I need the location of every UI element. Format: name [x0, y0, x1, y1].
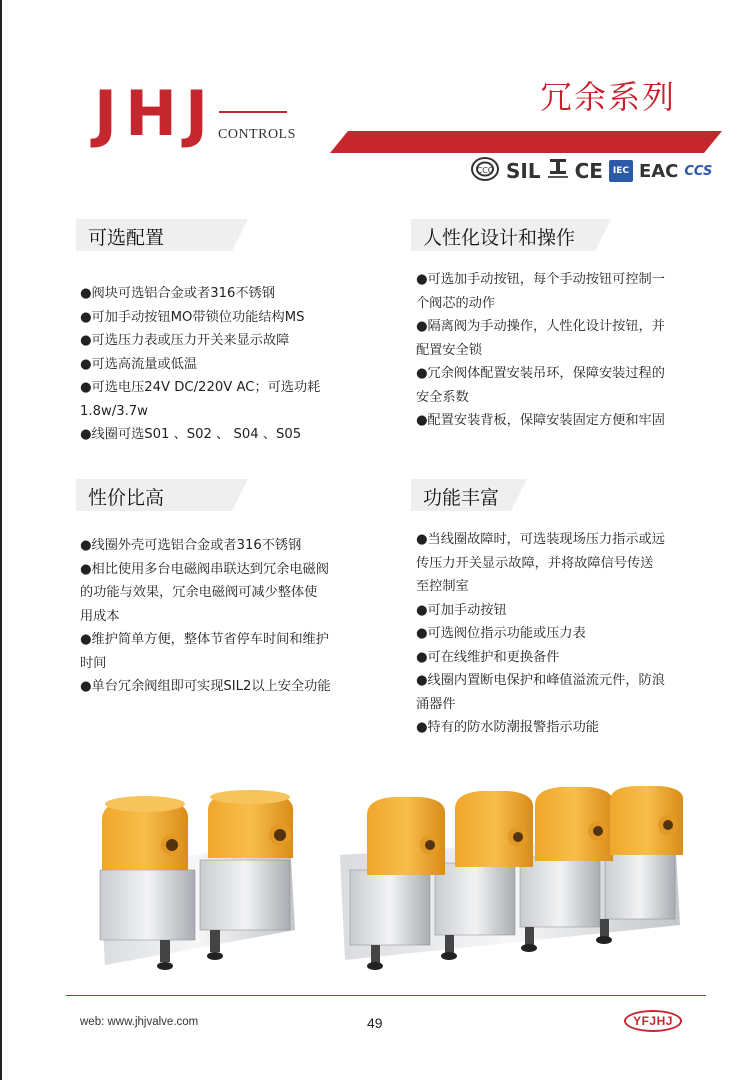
section-title: 人性化设计和操作 — [423, 227, 576, 249]
footer-brand-badge: YFJHJ — [624, 1010, 682, 1032]
list-item: 的功能与效果，冗余电磁阀可减少整体使 — [80, 585, 318, 600]
ccs-cert-label: CCS — [684, 163, 713, 179]
svg-text:CCC: CCC — [476, 166, 494, 175]
list-item: ●可选高流量或低温 — [80, 356, 198, 372]
section-title: 性价比高 — [88, 487, 165, 509]
list-item: 配置安全锁 — [416, 342, 482, 358]
section-header-cost-performance — [76, 479, 248, 511]
list-item: 用成本 — [80, 608, 120, 624]
tuv-cert-icon — [547, 157, 569, 185]
page-number: 49 — [367, 1015, 383, 1031]
jhj-logo — [94, 77, 296, 154]
list-item: ●可加手动按钮MO带锁位功能结构MS — [80, 309, 305, 325]
header-red-bar — [330, 131, 722, 153]
list-item: ●当线圈故障时，可选装现场压力指示或远 — [416, 532, 665, 547]
sil-cert-label: SIL — [506, 159, 541, 183]
list-item: 传压力开关显示故障，并将故障信号传送 — [416, 555, 654, 571]
list-item: ●可选加手动按钮，每个手动按钮可控制一 — [416, 272, 665, 287]
page-edge-line — [0, 0, 2, 1080]
humanized-list — [416, 268, 716, 433]
section-header-humanized — [411, 219, 611, 251]
section-header-optional-config — [76, 219, 248, 251]
list-item: 个阀芯的动作 — [416, 295, 496, 311]
list-item: 安全系数 — [416, 389, 469, 405]
certification-logos — [470, 157, 712, 185]
list-item: ●可选电压24V DC/220V AC；可选功耗 — [80, 380, 321, 395]
list-item: ●配置安装背板，保障安装固定方便和牢固 — [416, 413, 665, 428]
list-item: ●相比使用多台电磁阀串联达到冗余电磁阀 — [80, 561, 329, 577]
iec-cert-label: IEC — [609, 160, 633, 182]
eac-cert-label: EAC — [638, 160, 679, 182]
list-item: ●冗余阀体配置安装吊环，保障安装过程的 — [416, 366, 665, 381]
list-item: ●维护简单方便，整体节省停车时间和维护 — [80, 632, 329, 647]
product-image-quad-valve — [335, 785, 695, 980]
list-item: ●可选阀位指示功能或压力表 — [416, 626, 586, 641]
optional-config-list — [80, 282, 370, 447]
list-item: ●可在线维护和更换备件 — [416, 649, 560, 665]
series-title: 冗余系列 — [540, 78, 677, 116]
list-item: ●线圈外壳可选铝合金或者316不锈钢 — [80, 538, 302, 553]
list-item: 涌器件 — [416, 696, 456, 712]
section-title: 功能丰富 — [423, 487, 500, 509]
product-image-dual-valve — [90, 790, 310, 980]
logo-letters: JHJ — [94, 77, 217, 150]
list-item: ●单台冗余阀组即可实现SIL2以上安全功能 — [80, 679, 331, 694]
list-item: 至控制室 — [416, 579, 469, 594]
section-header-rich-features — [411, 479, 527, 511]
ccc-cert-icon — [470, 156, 500, 186]
list-item: ●线圈内置断电保护和峰值溢流元件，防浪 — [416, 673, 665, 688]
list-item: ●特有的防水防潮报警指示功能 — [416, 720, 599, 735]
rich-features-list — [416, 528, 716, 740]
cost-performance-list — [80, 534, 380, 699]
section-title: 可选配置 — [88, 227, 165, 249]
list-item: 时间 — [80, 655, 107, 671]
list-item: ●可加手动按钮 — [416, 602, 507, 618]
footer-web: web: www.jhjvalve.com — [80, 1016, 199, 1028]
logo-subtitle: CONTROLS — [218, 127, 296, 142]
logo-underline — [219, 111, 287, 113]
list-item: ●可选压力表或压力开关来显示故障 — [80, 333, 290, 348]
ce-cert-label: CE — [574, 159, 603, 183]
list-item: ●线圈可选S01 、S02 、 S04 、S05 — [80, 427, 302, 442]
list-item: ●阀块可选铝合金或者316不锈钢 — [80, 286, 275, 301]
list-item: 1.8w/3.7w — [80, 403, 148, 419]
footer-divider — [66, 995, 706, 996]
list-item: ●隔离阀为手动操作，人性化设计按钮，并 — [416, 319, 665, 334]
